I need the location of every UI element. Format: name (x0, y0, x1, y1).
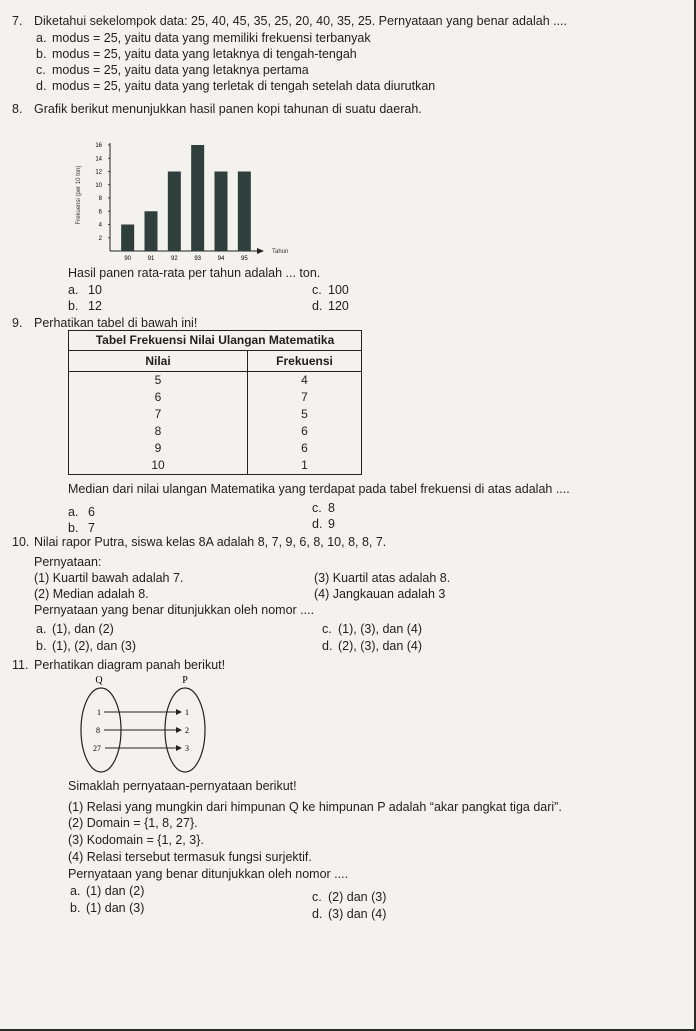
q10-option-a-letter: a. (36, 622, 47, 636)
chart-y-tick-label: 14 (95, 156, 102, 163)
q8-question: Hasil panen rata-rata per tahun adalah ... ton. (68, 266, 321, 280)
q11-option-b-letter: b. (70, 901, 81, 915)
q7-option-c-letter: c. (36, 63, 46, 77)
table-cell-frekuensi: 6 (301, 441, 308, 455)
q10-option-a: (1), dan (2) (52, 622, 114, 636)
q-member: 27 (93, 744, 101, 753)
table-header-nilai: Nilai (69, 351, 248, 372)
q8-option-d: 120 (328, 299, 349, 313)
q11-option-a: (1) dan (2) (86, 884, 145, 898)
q10-option-b-letter: b. (36, 639, 47, 653)
q9-number: 9. (12, 316, 23, 330)
q8-option-c: 100 (328, 283, 349, 297)
q7-stem: Diketahui sekelompok data: 25, 40, 45, 35, 25, 20, 40, 35, 25. Pernyataan yang benar adalah .... (34, 14, 568, 28)
table-column-frekuensi (248, 372, 362, 475)
q-member: 1 (97, 708, 101, 717)
table-cell-frekuensi: 4 (301, 373, 308, 387)
q10-option-c: (1), (3), dan (4) (338, 622, 423, 636)
table-cell-nilai: 5 (154, 373, 162, 387)
q8-option-b-letter: b. (68, 299, 79, 313)
chart-y-tick-label: 16 (95, 143, 102, 149)
q8-option-a-letter: a. (68, 283, 79, 297)
chart-x-tick-label: 94 (217, 256, 225, 262)
chart-y-tick-label: 10 (95, 182, 102, 189)
q9-question: Median dari nilai ulangan Matematika yang terdapat pada tabel frekuensi di atas adalah .... (68, 482, 570, 496)
table-cell-nilai: 8 (154, 424, 162, 438)
q11-question: Pernyataan yang benar ditunjukkan oleh nomor .... (68, 867, 349, 881)
q9-option-a-letter: a. (68, 505, 79, 519)
q11-option-d-letter: d. (312, 907, 323, 921)
q7-option-c: modus = 25, yaitu data yang letaknya pertama (52, 63, 309, 77)
q7-option-a: modus = 25, yaitu data yang memiliki frekuensi terbanyak (52, 31, 371, 45)
p-member: 3 (185, 744, 189, 753)
q10-option-d-letter: d. (322, 639, 333, 653)
chart-y-tick-label: 12 (95, 169, 102, 176)
table-header-frekuensi: Frekuensi (248, 351, 362, 372)
table-cell-frekuensi: 1 (301, 458, 308, 472)
bar-chart (72, 135, 302, 265)
q11-option-a-letter: a. (70, 884, 81, 898)
chart-y-tick-label: 8 (98, 196, 102, 202)
q11-option-c-letter: c. (312, 890, 322, 904)
q11-statement-3: (3) Kodomain = {1, 2, 3}. (68, 833, 204, 847)
q-member: 8 (96, 726, 100, 735)
chart-y-axis-label: Frekuensi (per 10 ton) (76, 165, 82, 225)
table-cell-nilai: 6 (154, 390, 162, 404)
table-cell-frekuensi: 6 (301, 424, 308, 438)
q7-option-d-letter: d. (36, 79, 47, 93)
arrow-diagram (80, 672, 220, 776)
table-column-nilai (69, 372, 248, 475)
q11-statement-2: (2) Domain = {1, 8, 27}. (68, 816, 198, 830)
chart-bar (238, 172, 251, 252)
table-cell-frekuensi: 5 (301, 407, 308, 421)
q10-option-c-letter: c. (322, 622, 332, 636)
q10-statement-3: (3) Kuartil atas adalah 8. (314, 571, 451, 585)
p-member: 2 (185, 726, 189, 735)
table-cell-nilai: 9 (154, 441, 162, 455)
q11-statement-1: (1) Relasi yang mungkin dari himpunan Q ke himpunan P adalah “akar pangkat tiga dari”. (68, 800, 562, 814)
q9-option-c-letter: c. (312, 501, 322, 515)
q11-option-d: (3) dan (4) (328, 907, 387, 921)
table-cell-nilai: 10 (151, 458, 165, 472)
chart-y-tick-label: 2 (98, 235, 102, 242)
q7-option-b-letter: b. (36, 47, 47, 61)
q10-statement-1: (1) Kuartil bawah adalah 7. (34, 571, 184, 585)
chart-bar (215, 172, 228, 252)
q10-question: Pernyataan yang benar ditunjukkan oleh nomor .... (34, 603, 315, 617)
chart-x-tick-label: 95 (240, 256, 248, 262)
q8-number: 8. (12, 102, 23, 116)
set-p-label: P (182, 675, 188, 686)
chart-x-tick-label: 91 (147, 256, 155, 262)
q8-option-a: 10 (88, 283, 102, 297)
q9-option-b: 7 (88, 521, 95, 535)
table-title: Tabel Frekuensi Nilai Ulangan Matematika (69, 331, 362, 351)
q8-option-b: 12 (88, 299, 102, 313)
q10-stem: Nilai rapor Putra, siswa kelas 8A adalah 8, 7, 9, 6, 8, 10, 8, 8, 7. (34, 535, 387, 549)
q9-option-d-letter: d. (312, 517, 323, 531)
p-member: 1 (185, 708, 189, 717)
chart-bar (191, 145, 204, 251)
chart-bar (121, 225, 134, 252)
q8-stem: Grafik berikut menunjukkan hasil panen kopi tahunan di suatu daerah. (34, 102, 422, 116)
q11-instruction: Simaklah pernyataan-pernyataan berikut! (68, 779, 297, 793)
frequency-table (68, 330, 362, 475)
q9-option-a: 6 (88, 505, 95, 519)
chart-x-tick-label: 93 (194, 256, 202, 262)
q9-option-d: 9 (328, 517, 335, 531)
q9-option-c: 8 (328, 501, 335, 515)
table-cell-frekuensi: 7 (301, 390, 308, 404)
q10-statement-4: (4) Jangkauan adalah 3 (314, 587, 446, 601)
chart-y-tick-label: 6 (98, 209, 102, 216)
q7-option-d: modus = 25, yaitu data yang terletak di tengah setelah data diurutkan (52, 79, 436, 93)
q11-number: 11. (12, 658, 29, 672)
q11-option-b: (1) dan (3) (86, 901, 145, 915)
chart-y-tick-label: 4 (98, 222, 102, 229)
q9-stem: Perhatikan tabel di bawah ini! (34, 316, 198, 330)
set-q-label: Q (95, 675, 103, 686)
q11-option-c: (2) dan (3) (328, 890, 387, 904)
q10-option-d: (2), (3), dan (4) (338, 639, 423, 653)
q10-statement-2: (2) Median adalah 8. (34, 587, 149, 601)
q8-option-c-letter: c. (312, 283, 322, 297)
q10-number: 10. (12, 535, 30, 549)
chart-x-axis-label: Tahun (272, 249, 289, 255)
q8-option-d-letter: d. (312, 299, 323, 313)
q9-option-b-letter: b. (68, 521, 79, 535)
chart-x-tick-label: 90 (124, 256, 132, 262)
chart-x-tick-label: 92 (170, 256, 178, 262)
chart-x-axis-arrow (257, 248, 264, 254)
q10-pernyataan-label: Pernyataan: (34, 555, 102, 569)
q7-number: 7. (12, 14, 23, 28)
chart-bar (168, 172, 181, 252)
q10-option-b: (1), (2), dan (3) (52, 639, 137, 653)
q7-option-a-letter: a. (36, 31, 47, 45)
q11-stem: Perhatikan diagram panah berikut! (34, 658, 226, 672)
table-cell-nilai: 7 (154, 407, 162, 421)
chart-bar (145, 211, 158, 251)
q11-statement-4: (4) Relasi tersebut termasuk fungsi surjektif. (68, 850, 312, 864)
q7-option-b: modus = 25, yaitu data yang letaknya di tengah-tengah (52, 47, 357, 61)
